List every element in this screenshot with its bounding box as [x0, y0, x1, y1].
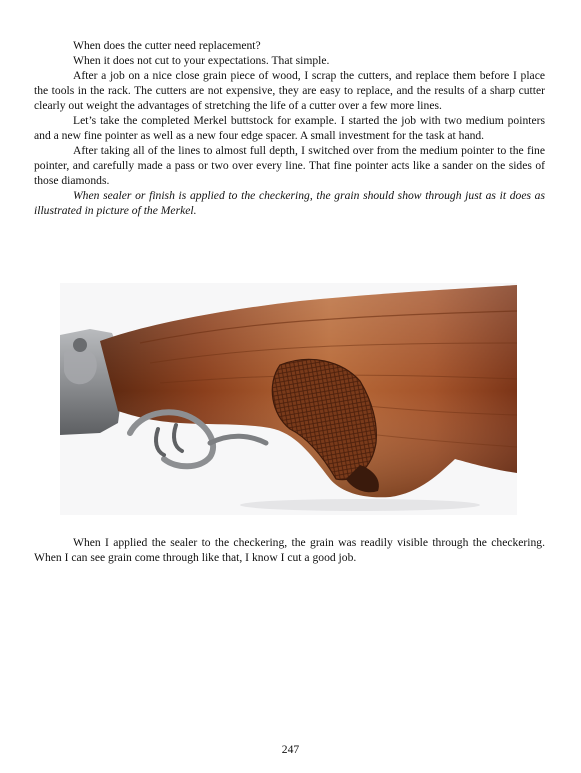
buttstock-illustration	[60, 283, 517, 515]
paragraph-question: When does the cutter need replacement?	[73, 39, 261, 52]
merkel-buttstock-photo	[60, 283, 517, 515]
paragraph-sealer-note: When sealer or finish is applied to the checkering, the grain should show through just as it does as illustrated in picture of the Merkel.	[34, 189, 545, 217]
paragraph-merkel-example: Let’s take the completed Merkel buttstock for example. I started the job with two medium pointers and a new fine pointer as well as a new four edge spacer. A small investment for the task at hand.	[34, 114, 545, 142]
paragraph-conclusion: When I applied the sealer to the checkering, the grain was readily visible through the checkering. When I can see grain come through like that, I know I cut a good job.	[34, 536, 545, 564]
paragraph-replace-cutters: After a job on a nice close grain piece of wood, I scrap the cutters, and replace them before I place the tools in the rack. The cutters are not expensive, they are easy to replace, and the results of a sharp cutter clearly out weight the advantages of stretching the life of a cutter over a few more lines.	[34, 69, 545, 112]
body-text-before-image	[34, 38, 545, 218]
paragraph-fine-pointer: After taking all of the lines to almost full depth, I switched over from the medium pointer to the fine pointer, and carefully made a pass or two over every line. That fine pointer acts like a sander on the sides of those diamonds.	[34, 144, 545, 187]
page-number: 247	[281, 743, 300, 756]
body-text-after-image	[34, 535, 545, 565]
paragraph-answer: When it does not cut to your expectations. That simple.	[73, 54, 330, 67]
